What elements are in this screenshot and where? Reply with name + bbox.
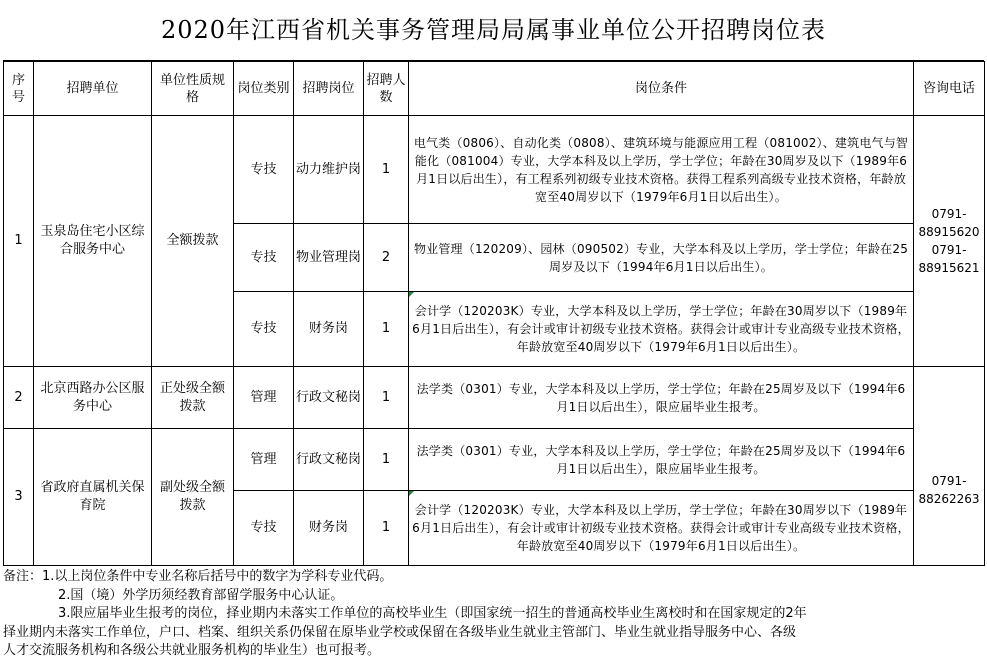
table-row <box>4 116 985 224</box>
row1-nature: 全额拨款 <box>152 116 234 367</box>
row1a-count: 1 <box>364 116 409 224</box>
row1c-conditions-text: 会计学（120203K）专业，大学本科及以上学历，学士学位；年龄在30周岁以下（1989年6月1日后出生），有会计或审计初级专业技术资格。获得会计或审计专业高级专业技术资格，年龄放宽至40周岁以下（1979年6月1日以后出生）。 <box>412 304 910 354</box>
row1-phone-1: 0791-88915620 <box>918 207 980 239</box>
row3a-conditions: 法学类（0301）专业，大学本科及以上学历，学士学位；年龄在25周岁及以下（1994年6月1日以后出生），限应届毕业生报考。 <box>409 429 914 491</box>
row3-unit: 省政府直属机关保育院 <box>34 429 152 566</box>
row3b-conditions-text: 会计学（120203K）专业，大学本科及以上学历，学士学位；年龄在30周岁以下（1989年6月1日后出生），有会计或审计初级专业技术资格。获得会计或审计专业高级专业技术资格，年龄放宽至40周岁以下（1979年6月1日以后出生）。 <box>412 503 910 553</box>
row2-nature: 正处级全额拨款 <box>152 367 234 429</box>
note-line-3: 3.限应届毕业生报考的岗位，择业期内未落实工作单位的高校毕业生（即国家统一招生的普通高校毕业生离校时和在国家规定的2年 <box>58 606 807 621</box>
row3b-post: 财务岗 <box>294 491 364 566</box>
row2-category: 管理 <box>234 367 294 429</box>
row3-nature: 副处级全额拨款 <box>152 429 234 566</box>
note-line-5: 人才交流服务机构和各级公共就业服务机构的毕业生）也可报考。 <box>3 643 381 658</box>
note-line-2: 2.国（境）外学历须经教育部留学服务中心认证。 <box>58 587 344 603</box>
row1a-conditions: 电气类（0806）、自动化类（0808）、建筑环境与能源应用工程（081002）、建筑电气与智能化（081004）专业，大学本科及以上学历，学士学位；年龄在30周岁及以下（1989年6月1日以后出生），有工程系列初级专业技术资格。获得工程系列高级专业技术资格，年龄放宽至40周岁以下（1979年6月1日以后出生）。 <box>409 116 914 224</box>
row1a-post: 动力维护岗 <box>294 116 364 224</box>
note-line-1: 备注：1.以上岗位条件中专业名称后括号中的数字为学科专业代码。 <box>3 569 393 584</box>
header-phone: 咨询电话 <box>914 62 985 116</box>
row3b-count: 1 <box>364 491 409 566</box>
cell-marker <box>409 292 414 297</box>
header-nature: 单位性质规格 <box>152 62 234 116</box>
row3-phone-1: 0791-88262263 <box>918 474 980 506</box>
header-unit: 招聘单位 <box>34 62 152 116</box>
table-row <box>4 367 985 429</box>
row3a-category: 管理 <box>234 429 294 491</box>
header-post: 招聘岗位 <box>294 62 364 116</box>
row1c-category: 专技 <box>234 292 294 367</box>
row2-conditions: 法学类（0301）专业，大学本科及以上学历，学士学位；年龄在25周岁及以下（1994年6月1日以后出生），限应届毕业生报考。 <box>409 367 914 429</box>
header-row <box>4 62 985 116</box>
row1-phone <box>914 116 985 367</box>
recruitment-table <box>3 61 985 566</box>
row1b-count: 2 <box>364 224 409 292</box>
row3-seq: 3 <box>4 429 34 566</box>
cell-marker <box>409 491 414 496</box>
note-line-4: 择业期内未落实工作单位，户口、档案、组织关系仍保留在原毕业学校或保留在各级毕业生就业主管部门、毕业生就业指导服务中心、各级 <box>3 624 797 640</box>
row1c-post: 财务岗 <box>294 292 364 367</box>
row1-unit: 玉泉岛住宅小区综合服务中心 <box>34 116 152 367</box>
row1b-category: 专技 <box>234 224 294 292</box>
row2-unit: 北京西路办公区服务中心 <box>34 367 152 429</box>
row2-post: 行政文秘岗 <box>294 367 364 429</box>
row2-seq: 2 <box>4 367 34 429</box>
row1b-post: 物业管理岗 <box>294 224 364 292</box>
notes <box>3 568 983 661</box>
row1c-conditions <box>409 292 914 367</box>
row1c-count: 1 <box>364 292 409 367</box>
row3a-count: 1 <box>364 429 409 491</box>
row23-phone <box>914 367 985 566</box>
row2-count: 1 <box>364 367 409 429</box>
row1-seq: 1 <box>4 116 34 367</box>
table-row <box>4 429 985 491</box>
page-title: 2020年江西省机关事务管理局局属事业单位公开招聘岗位表 <box>160 16 827 44</box>
header-conditions: 岗位条件 <box>409 62 914 116</box>
header-count: 招聘人数 <box>364 62 409 116</box>
row3b-conditions <box>409 491 914 566</box>
row1a-category: 专技 <box>234 116 294 224</box>
row3a-post: 行政文秘岗 <box>294 429 364 491</box>
row1-phone-2: 0791-88915621 <box>918 243 980 275</box>
row3b-category: 专技 <box>234 491 294 566</box>
header-category: 岗位类别 <box>234 62 294 116</box>
row1b-conditions: 物业管理（120209）、园林（090502）专业，大学本科及以上学历，学士学位；年龄在25周岁及以下（1994年6月1日以后出生）。 <box>409 224 914 292</box>
header-seq: 序号 <box>4 62 34 116</box>
